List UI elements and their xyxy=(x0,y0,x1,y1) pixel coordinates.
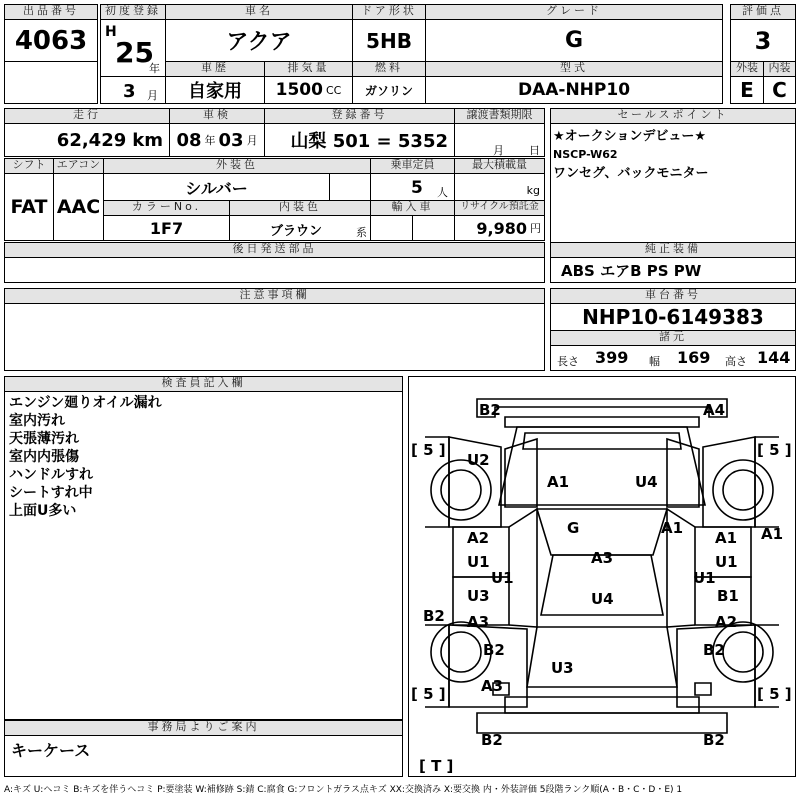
office-notice-value: キーケース xyxy=(11,741,91,760)
chassis-number-label: 車台番号 xyxy=(550,288,796,304)
car-diagram-box xyxy=(408,376,796,777)
damage-mark: U1 xyxy=(693,569,716,587)
office-notice-label: 事務局よりご案内 xyxy=(4,720,403,736)
damage-mark: A3 xyxy=(481,677,504,695)
capacity-cell xyxy=(370,173,455,201)
first-reg-year: 25 xyxy=(115,36,154,69)
inspection-month-unit: 月 xyxy=(246,134,258,147)
damage-mark: U4 xyxy=(591,590,614,608)
inspection-year-unit: 年 xyxy=(204,134,216,147)
fuel-value: ガソリン xyxy=(352,76,426,104)
interior-color-value: ブラウン xyxy=(270,224,323,239)
displacement-cell xyxy=(264,76,353,104)
damage-mark: U3 xyxy=(551,659,574,677)
tire-mark-front-right: [ 5 ] xyxy=(757,441,792,459)
recycle-fee-value: 9,980 xyxy=(476,218,527,238)
sales-point-3: ワンセグ、バックモニター xyxy=(553,166,709,181)
displacement-value: 1500 xyxy=(275,80,323,100)
door-type-label: ドア形状 xyxy=(352,4,426,20)
later-parts-label: 後日発送部品 xyxy=(4,242,545,258)
interior-grade-label: 内装 xyxy=(763,61,796,77)
exterior-grade-value: E xyxy=(730,76,764,104)
first-reg-month: 3 xyxy=(123,81,136,102)
tire-mark-rear-right: [ 5 ] xyxy=(757,685,792,703)
damage-mark: B2 xyxy=(703,641,725,659)
inspector-note: エンジン廻りオイル漏れ xyxy=(9,395,162,411)
exterior-color-label: 外装色 xyxy=(103,158,371,174)
inspector-notes-label: 検査員記入欄 xyxy=(4,376,403,392)
damage-mark: U1 xyxy=(715,553,738,571)
sales-points-box xyxy=(550,123,796,243)
lot-number-label: 出品番号 xyxy=(4,4,98,20)
damage-mark: U3 xyxy=(467,587,490,605)
mileage-label: 走行 xyxy=(4,108,170,124)
inspector-note: 室内内張傷 xyxy=(9,449,79,465)
inspector-notes-box xyxy=(4,391,403,720)
specs-row xyxy=(550,345,796,371)
first-reg-month-cell xyxy=(100,76,166,104)
history-label: 車歴 xyxy=(165,61,265,77)
sales-point-2: NSCP-W62 xyxy=(553,148,618,161)
capacity-value: 5 xyxy=(411,178,423,198)
year-unit: 年 xyxy=(149,62,160,75)
interior-color-unit: 系 xyxy=(356,226,367,239)
era-letter: H xyxy=(105,24,117,40)
later-parts-box xyxy=(4,257,545,283)
length-label: 長さ xyxy=(557,355,579,368)
notes-label: 注意事項欄 xyxy=(4,288,545,304)
damage-mark: U2 xyxy=(467,451,490,469)
damage-mark: A1 xyxy=(547,473,570,491)
capacity-unit: 人 xyxy=(437,186,448,199)
fuel-label: 燃料 xyxy=(352,61,426,77)
inspection-month: 03 xyxy=(218,129,244,151)
displacement-unit: CC xyxy=(325,83,342,97)
interior-color-label: 内装色 xyxy=(229,200,371,216)
equipment-value: ABS エアB PS PW xyxy=(550,257,796,283)
tire-mark-front-left: [ 5 ] xyxy=(411,441,446,459)
lot-number-value: 4063 xyxy=(4,19,98,62)
import-cell-a xyxy=(370,215,413,241)
damage-mark: U4 xyxy=(635,473,658,491)
exterior-grade-label: 外装 xyxy=(730,61,764,77)
height-value: 144 xyxy=(757,348,791,367)
score-label: 評価点 xyxy=(730,4,796,20)
interior-grade-value: C xyxy=(763,76,796,104)
aircon-label: エアコン xyxy=(53,158,104,174)
plate-value: 山梨 501 = 5352 xyxy=(264,123,455,157)
damage-mark: G xyxy=(567,519,580,537)
transfer-deadline-label: 譲渡書類期限 xyxy=(454,108,545,124)
shift-label: シフト xyxy=(4,158,54,174)
equipment-label: 純正装備 xyxy=(550,242,796,258)
inspection-label: 車検 xyxy=(169,108,265,124)
damage-mark: A2 xyxy=(715,613,738,631)
color-number-label: カラーNo. xyxy=(103,200,230,216)
max-load-label: 最大積載量 xyxy=(454,158,545,174)
inspector-note: シートすれ中 xyxy=(9,485,93,501)
damage-mark: U1 xyxy=(491,569,514,587)
sales-point-1: ★オークションデビュー★ xyxy=(553,129,707,144)
damage-mark: B2 xyxy=(479,401,501,419)
inspector-note: 天張薄汚れ xyxy=(9,431,79,447)
notes-box xyxy=(4,303,545,371)
car-name-label: 車名 xyxy=(165,4,353,20)
lot-blank-cell xyxy=(4,61,98,104)
exterior-color-value: シルバー xyxy=(103,173,330,201)
car-diagram xyxy=(409,377,795,776)
grade-value: G xyxy=(425,19,723,62)
capacity-label: 乗車定員 xyxy=(370,158,455,174)
damage-code-legend: A:キズ U:ヘコミ B:キズを伴うヘコミ P:要塗装 W:補修跡 S:錆 C:腐食 G:フロントガラス点キズ XX:交換済み X:要交換 内・外装評価 5段階ランク順(A・B・C・D・E) 1 xyxy=(4,785,683,795)
interior-color-cell xyxy=(229,215,371,241)
color-number-value: 1F7 xyxy=(103,215,230,241)
damage-mark: B2 xyxy=(481,731,503,749)
import-cell-b xyxy=(412,215,455,241)
height-label: 高さ xyxy=(725,355,747,368)
first-registration-label: 初度登録 xyxy=(100,4,166,20)
tire-mark-rear-left: [ 5 ] xyxy=(411,685,446,703)
aircon-value: AAC xyxy=(53,173,104,241)
inspector-note: ハンドルすれ xyxy=(9,467,93,483)
damage-mark: B1 xyxy=(717,587,739,605)
grade-label: グレード xyxy=(425,4,723,20)
width-label: 幅 xyxy=(649,355,660,368)
specs-label: 諸元 xyxy=(550,330,796,346)
recycle-fee-label: リサイクル預託金 xyxy=(454,200,545,216)
tire-tread-marks xyxy=(411,441,792,775)
shift-value: FAT xyxy=(4,173,54,241)
damage-mark: A4 xyxy=(703,401,726,419)
damage-mark: A1 xyxy=(761,525,784,543)
mileage-cell xyxy=(4,123,170,157)
max-load-cell xyxy=(454,173,545,201)
displacement-label: 排気量 xyxy=(264,61,353,77)
damage-mark: B2 xyxy=(423,607,445,625)
import-label: 輸入車 xyxy=(370,200,455,216)
damage-mark: A3 xyxy=(467,613,490,631)
max-load-unit: kg xyxy=(526,184,540,197)
width-value: 169 xyxy=(677,348,711,367)
damage-mark: A1 xyxy=(661,519,684,537)
damage-mark: U1 xyxy=(467,553,490,571)
damage-mark: B2 xyxy=(483,641,505,659)
plate-label: 登録番号 xyxy=(264,108,455,124)
transfer-deadline-cell xyxy=(454,123,545,157)
tire-mark-spare: [ T ] xyxy=(419,757,454,775)
inspection-cell xyxy=(169,123,265,157)
length-value: 399 xyxy=(595,348,629,367)
damage-mark: A1 xyxy=(715,529,738,547)
history-value: 自家用 xyxy=(165,76,265,104)
inspector-note: 室内汚れ xyxy=(9,413,65,429)
first-registration-cell xyxy=(100,19,166,77)
damage-mark: A2 xyxy=(467,529,490,547)
car-name-value: アクア xyxy=(165,19,353,62)
inspector-note: 上面U多い xyxy=(9,503,77,519)
exterior-color-blank xyxy=(329,173,371,201)
mileage-unit: km xyxy=(132,129,163,151)
inspector-notes-list xyxy=(5,392,402,522)
sales-points-label: セールスポイント xyxy=(550,108,796,124)
model-label: 型式 xyxy=(425,61,723,77)
month-unit: 月 xyxy=(147,89,158,102)
model-value: DAA-NHP10 xyxy=(425,76,723,104)
transfer-day-unit: 日 xyxy=(529,144,540,157)
door-type-value: 5HB xyxy=(352,19,426,62)
office-notice-box xyxy=(4,735,403,777)
score-value: 3 xyxy=(730,19,796,62)
recycle-fee-unit: 円 xyxy=(530,222,541,235)
damage-mark: B2 xyxy=(703,731,725,749)
recycle-fee-cell xyxy=(454,215,545,241)
mileage-value: 62,429 xyxy=(56,129,127,151)
chassis-number-value: NHP10-6149383 xyxy=(550,303,796,331)
damage-mark: A3 xyxy=(591,549,614,567)
transfer-month-unit: 月 xyxy=(493,144,504,157)
inspection-year: 08 xyxy=(176,129,202,151)
